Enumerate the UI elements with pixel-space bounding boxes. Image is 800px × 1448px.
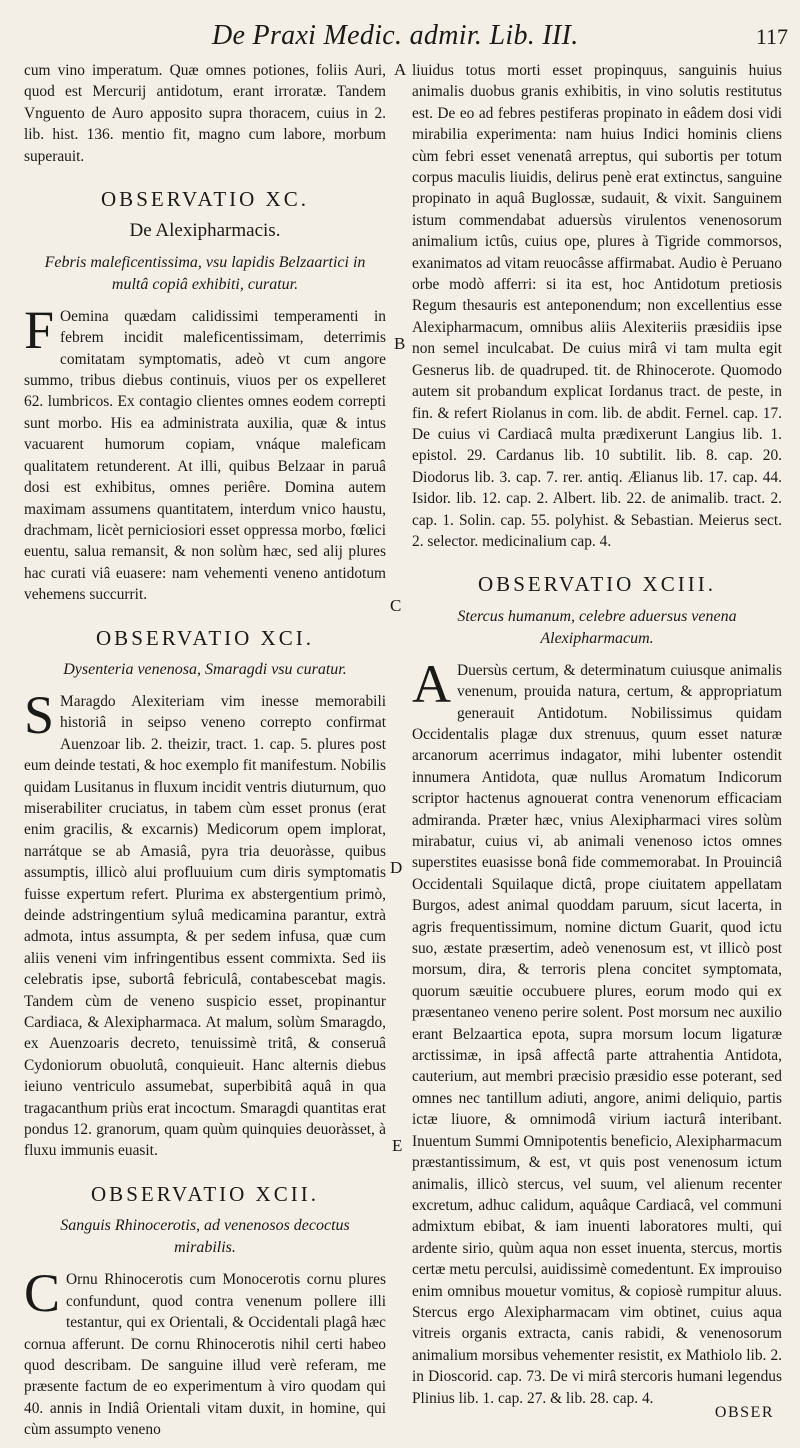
page-number: 117 [755,24,788,49]
continued-paragraph-92: liuidus totus morti esset propinquus, sanguinis huius animalis duobus granis exhibitis, in vino solutis restitutus est. De eo ad febres pestiferas propinato in eâdem dosi vidi mirabilia experimenta: nam huius Indici hominis cliens cùm febri esset venenatâ arreptus, qui subortis per totum corpus maculis liuidis, delirus penè erat extinctus, sanguine propinato in aquâ Buglossæ, sudauit, & vixit. Sanguinem istum commendabat aduersùs virulentos venenosorum animalium ictûs, cuius ope, plures à Tigride commorsos, exanimatos ad vitam reuocâsse affirmabat. Audio è Peruano orbe modò afferri: si ita est, hoc Antidotum pretiosis Regum thesauris est anteponendum; non excellentius esse Alexipharmacum, omnibus aliis Alexiteriis præsidiis ipse non semel inculcabat. De cuius mirâ vi tam multa egit Gesnerus lib. de quadruped. tit. de Rhinocerote. Quomodo autem sit probandum explicat Iordanus tract. de peste, in fin. & refert Riolanus in com. lib. de abdit. Fernel. cap. 17. De cuius vi Cardiacâ multa prædixerunt Langius lib. 1. epistol. 29. Cardanus lib. 10 subtilit. lib. 8. cap. 20. Diodorus lib. 3. cap. 7. rer. antiq. Ælianus lib. 17. cap. 44. Isidor. lib. 12. cap. 2. Albert. lib. 22. de animalib. tract. 2. cap. 1. Solin. cap. 55. polyhist. & Sebastian. Meierus sect. 2. selector. medicinalium cap. 4. [412,62,782,550]
observation-subtitle-90: De Alexipharmacis. [129,220,281,242]
margin-letter-b: B [394,334,406,353]
observation-heading-90: OBSERVATIO XC. [101,187,309,212]
right-column [412,60,782,1409]
drop-cap-90: F [24,299,55,360]
drop-cap-91: S [24,684,55,745]
observation-text-90: Oemina quædam calidissimi temperamenti in febrem incidit maleficentissimam, deterrimis comitatam symptomatis, adeò vt cum angore summo, tribus diebus continuis, viuos per os expelleret 62. lumbricos. Ex contagio clientes omnes eodem correpti sunt morbo. His ea administrata auxilia, quæ & intus vacuarent humorum copiam, vnáque maleficam qualitatem retunderent. At illi, quibus Belzaar in paruâ dosi est exhibitus, omnes periêre. Domina autem maximam assumens quantitatem, interdum vnico haustu, drachmam, licèt perniciosiori esset oppressa morbo, fœlici euentu, salua remansit, & non solùm hæc, sed alij plures hac curati viâ euasere: nam vehementi veneno antidotum vehemens succurrit. [24,307,386,604]
observation-text-92: Ornu Rhinocerotis cum Monocerotis cornu plures confundunt, quod contra venenum pollere illi testantur, qui ex Orientali, & Occidentali plagâ hæc cornua afferunt. De cornu Rhinocerotis nihil certi habeo quod describam. De sanguine illud verè referam, me præsente factum de eo experimentum à viro quodam qui 40. annis in Indiâ Orientali vitam duxit, in homine, qui cùm assumpto veneno [24,1271,386,1439]
drop-cap-93: A [412,653,451,714]
margin-letter-e: E [392,1136,403,1155]
observation-body-90 [24,299,386,606]
observation-summary-92: Sanguis Rhinocerotis, ad venenosos decoctus mirabilis. [60,1217,350,1257]
observation-body-91 [24,684,386,1162]
observation-heading-91: OBSERVATIO XCI. [96,625,314,650]
margin-letter-c: C [390,596,402,615]
observation-heading-93: OBSERVATIO XCIII. [478,572,716,597]
drop-cap-92: C [24,1263,61,1324]
observation-heading-92: OBSERVATIO XCII. [91,1181,319,1206]
observation-summary-90: Febris maleficentissima, vsu lapidis Belzaartici in multâ copiâ exhibiti, curatur. [44,253,366,293]
left-column [24,60,386,1441]
continued-paragraph: cum vino imperatum. Quæ omnes potiones, foliis Auri, quod est Mercurij antidotum, erant irroratæ. Tandem Vnguento de Auro apposito supra thoracem, cuius in 2. lib. hist. 136. mentio fit, magno cum labore, morbum superauit. [24,62,386,165]
observation-text-91: Maragdo Alexiteriam vim inesse memorabili historiâ in seipso veneno correpto confirmat Auenzoar lib. 2. theizir, tract. 1. cap. 5. plures post eum deinde testati, & hoc exemplo fit manifestum. Nobilis quidam Lusitanus in fluxum incidit ventris diuturnum, quo miserabiliter cruciatus, in tabem cùm esset pronus (erat enim gracilis, & excarnis) Medicorum opem implorat, narrátque se ab Amasiâ, pyra tria deuoràsse, quibus assumptis, illicò alui profluuium cum diris symptomatis fuisse expertum refert. Plurima ex abstergentium primò, deinde adstringentium syluâ medicamina parantur, extrà admota, intus assumpta, & per sedem infusa, quæ cum aliis veneni vim infringentibus essent commixta. Sed iis celebratis ipse, subortâ febriculâ, contabescebat magis. Tandem cùm de veneno suspicio esset, propinantur Cardiaca, & Alexipharmaca. At malum, solùm Smaragdo, ex Auenzoaris decreto, tenuissimè tritâ, & conseruâ Cydoniorum obuolutâ, conquieuit. Hanc alternis diebus ieiuno ventriculo assumebat, superbibitâ aquâ in qua tragacanthum priùs erat incoctum. Smaragdi quantitas erat pondus 12. granorum, quam quùm quinquies deuoràsset, à fluxu immunis euasit. [24,692,386,1160]
observation-body-92 [24,1263,386,1440]
margin-letter-a: A [394,60,407,79]
observation-text-93: Duersùs certum, & determinatum cuiusque animalis venenum, prouida natura, certum, & appropriatum generauit Antidotum. Nobilissimus quidam Occidentalis plagæ dux strenuus, quum esset naturæ arcanorum acerrimus indagator, mihi lubenter ostendit innumera Antidota, quæ nullus Aromatum Indicorum scriptor hactenus agnouerat contra venenorum efficaciam admiranda. Præter hæc, vnius Alexipharmaci vires solùm mirabatur, cuius vi, ab animali venenoso ictos omnes superstites euasisse bonâ fide commemorabat. In Prouinciâ Occidentali Squilaque dictâ, prope ciuitatem appellatam Burgos, adest animal quoddam paruum, sicut lacerta, in agris frequentissimum, nomine dictum Guarit, quod ictu suo, æstate præsertim, adeò venenosum est, vt illicò post morsum, dira, & terroris plena concitet symptomata, quorum sæuitie occubuere plures, eorum modo qui ex præsentaneo veneno perire solent. Post morsum nec auxilio erant Belzaartica epota, supra morsum locum ligaturæ arctissimæ, in ipsâ affectâ parte attrahentia Antidota, cauterium, aut membri præcisio præsidio esse poterant, sed omnes nec tantillum adiuti, angore, animi deliquio, partis ictæ liuore, & omnimodâ virium iacturâ interibant. Inuentum Summi Omnipotentis beneficio, Alexipharmacum præstantissimum, & est, vt quis post venenosum ictum animalis, illicò stercus, vel suum, vel alienum recenter excretum, adhuc calidum, aquâque Cardiacâ, vel communi admixtum ebibat, & iam inuenti laboratores multi, qui ardente sirio, quùm aqua non esset inuenta, stercus, mortis certæ metu perculsi, auidissimè comedentunt. Ex improuiso enim omnibus mouetur vomitus, & copiosè rumpitur aluus. Stercus ergo Alexipharmacam vim obtinet, cuius aqua vitreis organis extracta, canis rabidi, & venenosorum animalium morsibus vehementer resistit, ex Mathiolo lib. 2. in Dioscorid. cap. 73. De vi mirâ stercoris humani legendus Plinius lib. 1. cap. 27. & lib. 28. cap. 4. [412,661,782,1407]
margin-letter-d: D [390,858,403,877]
observation-body-93 [412,653,782,1409]
observation-summary-91: Dysenteria venenosa, Smaragdi vsu curatur. [63,660,347,678]
page-header [0,14,800,54]
catchword: OBSER [714,1404,774,1421]
running-title: De Praxi Medic. admir. Lib. III. [212,20,579,51]
observation-summary-93: Stercus humanum, celebre aduersus venena Alexipharmacum. [457,607,737,647]
